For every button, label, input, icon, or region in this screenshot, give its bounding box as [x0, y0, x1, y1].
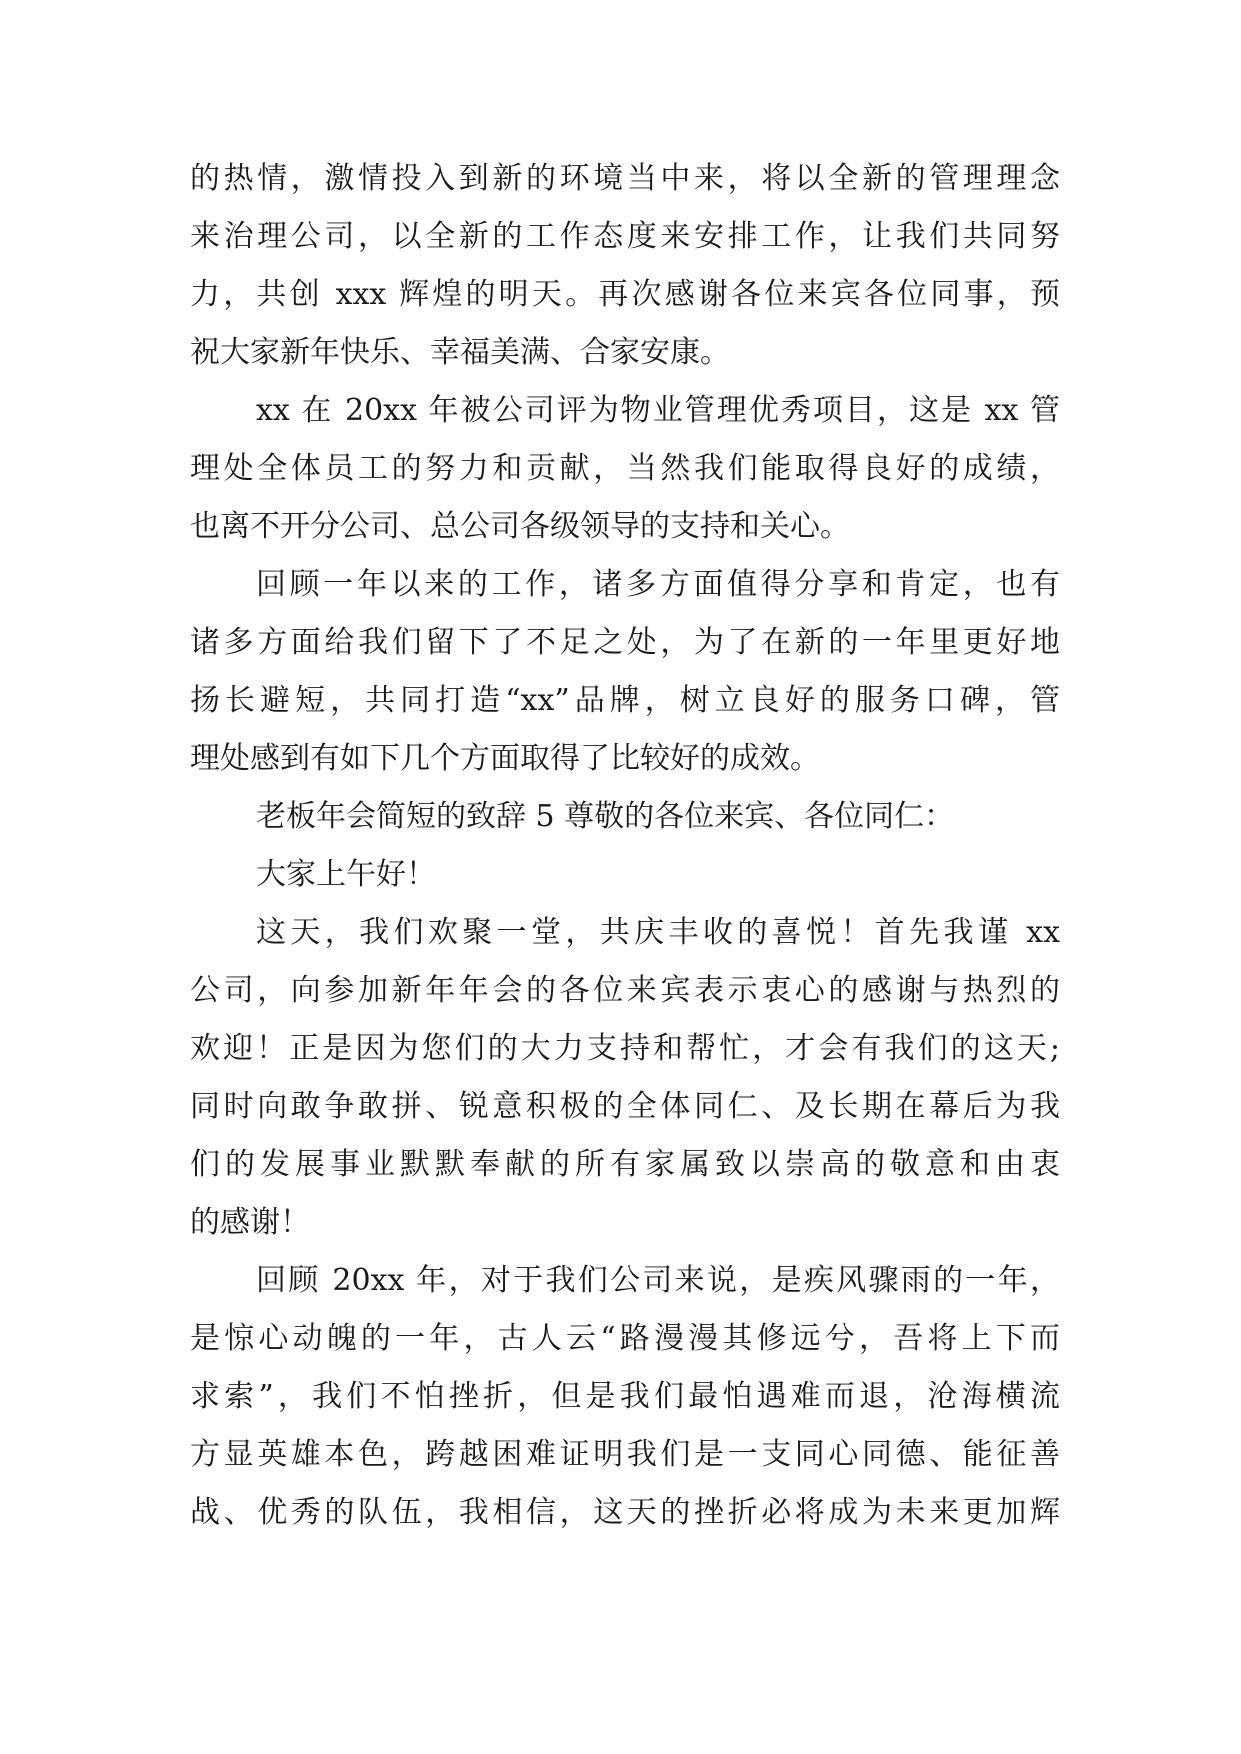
- text-line: 公司，向参加新年年会的各位来宾表示衷心的感谢与热烈的: [190, 973, 1060, 1008]
- text-line: 力，共创 xxx 辉煌的明天。再次感谢各位来宾各位同事，预: [190, 277, 1060, 312]
- text-line: 回顾一年以来的工作，诸多方面值得分享和肯定，也有: [256, 567, 1060, 602]
- text-line: 们的发展事业默默奉献的所有家属致以崇高的敬意和由衷: [190, 1147, 1060, 1182]
- text-line: 大家上午好！: [256, 857, 436, 892]
- text-line: 诸多方面给我们留下了不足之处，为了在新的一年里更好地: [190, 625, 1060, 660]
- document-body: [190, 150, 1060, 1542]
- text-line: 的热情，激情投入到新的环境当中来，将以全新的管理理念: [190, 161, 1060, 196]
- text-line: 方显英雄本色，跨越困难证明我们是一支同心同德、能征善: [190, 1437, 1060, 1472]
- text-line: 理处感到有如下几个方面取得了比较好的成效。: [190, 741, 820, 776]
- text-line: 扬长避短，共同打造“xx”品牌，树立良好的服务口碑，管: [190, 683, 1060, 718]
- text-line: 理处全体员工的努力和贡献，当然我们能取得良好的成绩，: [190, 451, 1060, 486]
- text-line: 求索”，我们不怕挫折，但是我们最怕遇难而退，沧海横流: [190, 1379, 1060, 1414]
- text-line: xx 在 20xx 年被公司评为物业管理优秀项目，这是 xx 管: [256, 393, 1060, 428]
- text-line: 欢迎！正是因为您们的大力支持和帮忙，才会有我们的这天;: [190, 1031, 1060, 1066]
- text-line: 的感谢！: [190, 1205, 310, 1240]
- text-line: 祝大家新年快乐、幸福美满、合家安康。: [190, 335, 730, 370]
- text-line: 回顾 20xx 年，对于我们公司来说，是疾风骤雨的一年，: [256, 1263, 1060, 1298]
- text-line: 同时向敢争敢拼、锐意积极的全体同仁、及长期在幕后为我: [190, 1089, 1060, 1124]
- text-line: 也离不开分公司、总公司各级领导的支持和关心。: [190, 509, 850, 544]
- text-line: 这天，我们欢聚一堂，共庆丰收的喜悦！首先我谨 xx: [256, 915, 1060, 950]
- text-line: 战、优秀的队伍，我相信，这天的挫折必将成为未来更加辉: [190, 1495, 1060, 1530]
- text-line: 老板年会简短的致辞 5 尊敬的各位来宾、各位同仁：: [256, 799, 955, 834]
- text-line: 来治理公司，以全新的工作态度来安排工作，让我们共同努: [190, 219, 1060, 254]
- text-line: 是惊心动魄的一年，古人云“路漫漫其修远兮，吾将上下而: [190, 1321, 1060, 1356]
